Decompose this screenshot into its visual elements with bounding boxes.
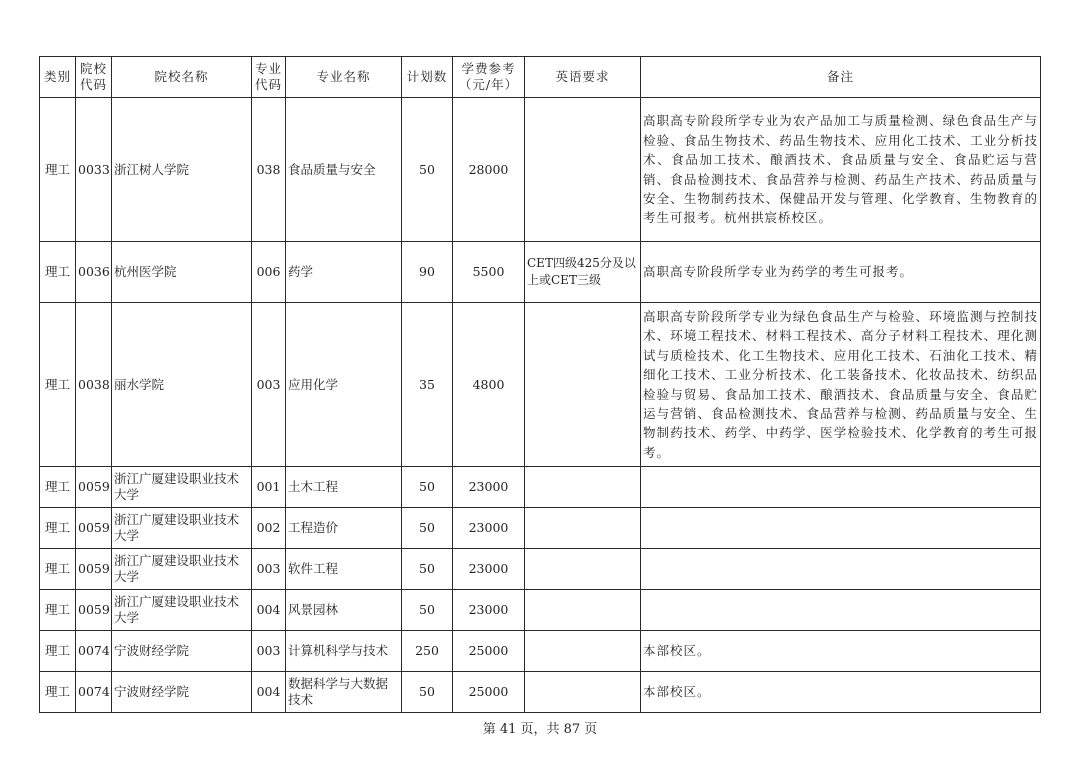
cell-major-code: 001 [252,467,286,508]
cell-school-name: 浙江树人学院 [112,98,252,242]
cell-category: 理工 [40,631,76,672]
cell-school-code: 0036 [76,242,112,303]
cell-category: 理工 [40,508,76,549]
cell-school-code: 0059 [76,508,112,549]
cell-tuition: 23000 [453,508,525,549]
table-row [40,242,1041,303]
table-row [40,98,1041,242]
cell-school-code: 0038 [76,303,112,467]
header-plan-count: 计划数 [402,57,453,98]
cell-major-name: 土木工程 [286,467,402,508]
cell-category: 理工 [40,590,76,631]
cell-major-code: 006 [252,242,286,303]
cell-notes [641,467,1041,508]
table-row [40,467,1041,508]
cell-category: 理工 [40,98,76,242]
table-row [40,631,1041,672]
cell-major-code: 003 [252,303,286,467]
cell-plan: 50 [402,508,453,549]
cell-major-name: 风景园林 [286,590,402,631]
cell-category: 理工 [40,467,76,508]
cell-notes: 本部校区。 [641,672,1041,713]
page-footer: 第 41 页，共 87 页 [482,722,598,737]
cell-school-name: 杭州医学院 [112,242,252,303]
cell-notes: 高职高专阶段所学专业为农产品加工与质量检测、绿色食品生产与检验、食品生物技术、药品生物技术、应用化工技术、工业分析技术、食品加工技术、酿酒技术、食品质量与安全、食品贮运与营销、食品检测技术、食品营养与检测、药品生产技术、药品质量与安全、生物制药技术、保健品开发与管理、化学教育、生物教育的考生可报考。杭州拱宸桥校区。 [641,98,1041,242]
header-school-name: 院校名称 [112,57,252,98]
cell-major-code: 038 [252,98,286,242]
cell-major-name: 计算机科学与技术 [286,631,402,672]
header-school-code: 院校代码 [76,57,112,98]
cell-english [525,590,641,631]
table-row [40,672,1041,713]
table-row [40,508,1041,549]
header-tuition: 学费参考（元/年） [453,57,525,98]
header-english: 英语要求 [525,57,641,98]
cell-school-name: 浙江广厦建设职业技术大学 [112,508,252,549]
cell-school-name: 宁波财经学院 [112,631,252,672]
cell-tuition: 5500 [453,242,525,303]
cell-school-code: 0074 [76,631,112,672]
cell-category: 理工 [40,549,76,590]
cell-school-name: 浙江广厦建设职业技术大学 [112,590,252,631]
cell-category: 理工 [40,242,76,303]
cell-school-code: 0059 [76,590,112,631]
cell-plan: 250 [402,631,453,672]
cell-plan: 50 [402,467,453,508]
cell-major-code: 003 [252,631,286,672]
cell-major-name: 数据科学与大数据技术 [286,672,402,713]
cell-english [525,467,641,508]
header-major-code: 专业代码 [252,57,286,98]
cell-tuition: 23000 [453,590,525,631]
cell-english [525,549,641,590]
cell-major-name: 药学 [286,242,402,303]
cell-notes [641,549,1041,590]
cell-school-name: 浙江广厦建设职业技术大学 [112,467,252,508]
cell-tuition: 25000 [453,631,525,672]
cell-major-name: 工程造价 [286,508,402,549]
admissions-table [39,56,1041,713]
cell-notes: 本部校区。 [641,631,1041,672]
cell-plan: 50 [402,672,453,713]
cell-english [525,672,641,713]
cell-tuition: 23000 [453,549,525,590]
cell-tuition: 28000 [453,98,525,242]
table-row [40,590,1041,631]
cell-plan: 50 [402,549,453,590]
cell-major-code: 004 [252,672,286,713]
cell-notes: 高职高专阶段所学专业为绿色食品生产与检验、环境监测与控制技术、环境工程技术、材料工程技术、高分子材料工程技术、理化测试与质检技术、化工生物技术、应用化工技术、石油化工技术、精细化工技术、工业分析技术、化工装备技术、化妆品技术、纺织品检验与贸易、食品加工技术、酿酒技术、食品质量与安全、食品贮运与营销、食品检测技术、食品营养与检测、药品质量与安全、生物制药技术、药学、中药学、医学检验技术、化学教育的考生可报考。 [641,303,1041,467]
cell-tuition: 23000 [453,467,525,508]
cell-school-name: 浙江广厦建设职业技术大学 [112,549,252,590]
cell-major-name: 软件工程 [286,549,402,590]
cell-notes [641,508,1041,549]
cell-school-code: 0074 [76,672,112,713]
cell-major-name: 食品质量与安全 [286,98,402,242]
cell-tuition: 25000 [453,672,525,713]
cell-category: 理工 [40,672,76,713]
table-row [40,549,1041,590]
cell-english: CET四级425分及以上或CET三级 [525,242,641,303]
cell-plan: 90 [402,242,453,303]
cell-plan: 50 [402,98,453,242]
cell-major-name: 应用化学 [286,303,402,467]
cell-english [525,508,641,549]
header-row [40,57,1041,98]
cell-english [525,303,641,467]
header-category: 类别 [40,57,76,98]
cell-notes [641,590,1041,631]
cell-school-name: 宁波财经学院 [112,672,252,713]
cell-school-code: 0033 [76,98,112,242]
cell-major-code: 002 [252,508,286,549]
cell-notes: 高职高专阶段所学专业为药学的考生可报考。 [641,242,1041,303]
cell-school-code: 0059 [76,467,112,508]
cell-english [525,631,641,672]
header-major-name: 专业名称 [286,57,402,98]
cell-plan: 35 [402,303,453,467]
cell-major-code: 004 [252,590,286,631]
table-row [40,303,1041,467]
cell-english [525,98,641,242]
cell-school-code: 0059 [76,549,112,590]
cell-category: 理工 [40,303,76,467]
cell-school-name: 丽水学院 [112,303,252,467]
cell-major-code: 003 [252,549,286,590]
cell-tuition: 4800 [453,303,525,467]
header-notes: 备注 [641,57,1041,98]
cell-plan: 50 [402,590,453,631]
